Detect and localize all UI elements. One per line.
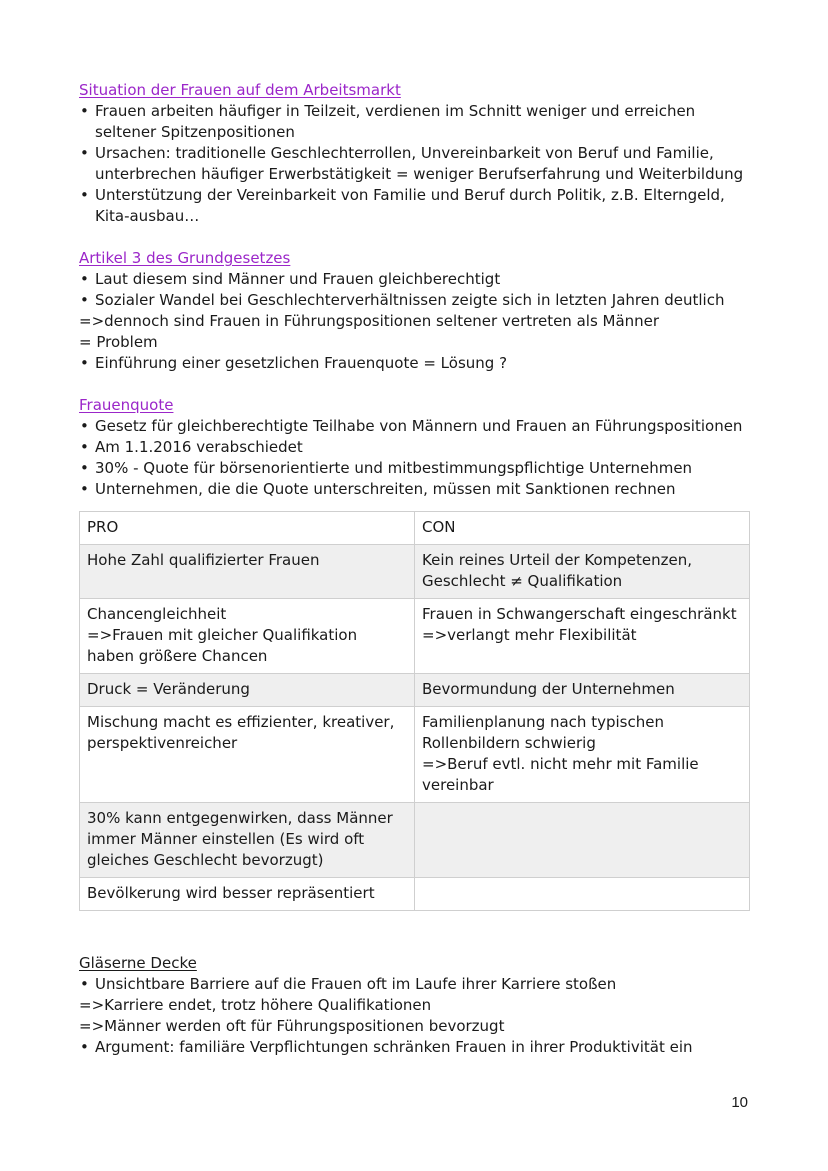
list-item: • Unterstützung der Vereinbarkeit von Familie und Beruf durch Politik, z.B. Elterngeld, Kita-ausbau… <box>79 185 749 227</box>
con-cell: Kein reines Urteil der Kompetenzen, Geschlecht ≠ Qualifikation <box>415 545 750 599</box>
bullet-list-glaeserne-a <box>79 974 749 995</box>
header-pro: PRO <box>80 512 415 545</box>
list-item: • Am 1.1.2016 verabschiedet <box>79 437 749 458</box>
text-line: = Problem <box>79 333 158 351</box>
table-row <box>80 599 750 674</box>
text-line: =>dennoch sind Frauen in Führungspositionen seltener vertreten als Männer <box>79 312 660 330</box>
heading-arbeitsmarkt[interactable]: Situation der Frauen auf dem Arbeitsmarkt <box>79 81 401 99</box>
table-row <box>80 878 750 911</box>
section-glaeserne-decke <box>79 953 749 1058</box>
header-con: CON <box>415 512 750 545</box>
pro-cell: Chancengleichheit =>Frauen mit gleicher Qualifikation haben größere Chancen <box>80 599 415 674</box>
heading-artikel3[interactable]: Artikel 3 des Grundgesetzes <box>79 249 291 267</box>
list-item: • Argument: familiäre Verpflichtungen schränken Frauen in ihrer Produktivität ein <box>79 1037 749 1058</box>
bullet-list-artikel3-a <box>79 269 749 311</box>
con-cell: Frauen in Schwangerschaft eingeschränkt =>verlangt mehr Flexibilität <box>415 599 750 674</box>
list-item: • Frauen arbeiten häufiger in Teilzeit, verdienen im Schnitt weniger und erreichen seltener Spitzenpositionen <box>79 101 749 143</box>
list-item: • Einführung einer gesetzlichen Frauenquote = Lösung ? <box>79 353 749 374</box>
heading-glaeserne-decke: Gläserne Decke <box>79 954 197 972</box>
bullet-list-artikel3-b <box>79 353 749 374</box>
con-cell <box>415 878 750 911</box>
list-item: • Gesetz für gleichberechtigte Teilhabe von Männern und Frauen an Führungspositionen <box>79 416 749 437</box>
pro-cell: 30% kann entgegenwirken, dass Männer immer Männer einstellen (Es wird oft gleiches Geschlecht bevorzugt) <box>80 803 415 878</box>
pro-cell: Mischung macht es effizienter, kreativer, perspektivenreicher <box>80 707 415 803</box>
con-cell: Bevormundung der Unternehmen <box>415 674 750 707</box>
table-row <box>80 803 750 878</box>
list-item: • 30% - Quote für börsenorientierte und mitbestimmungspflichtige Unternehmen <box>79 458 749 479</box>
bullet-list-glaeserne-b <box>79 1037 749 1058</box>
page-number: 10 <box>731 1094 748 1111</box>
bullet-list-frauenquote <box>79 416 749 500</box>
document-page <box>79 80 749 1058</box>
list-item: • Ursachen: traditionelle Geschlechterrollen, Unvereinbarkeit von Beruf und Familie, unterbrechen häufiger Erwerbstätigkeit = weniger Berufserfahrung und Weiterbildung <box>79 143 749 185</box>
list-item: • Sozialer Wandel bei Geschlechterverhältnissen zeigte sich in letzten Jahren deutlich <box>79 290 749 311</box>
pro-con-table <box>79 511 750 911</box>
list-item: • Unternehmen, die die Quote unterschreiten, müssen mit Sanktionen rechnen <box>79 479 749 500</box>
table-row <box>80 674 750 707</box>
table-row <box>80 545 750 599</box>
table-row <box>80 707 750 803</box>
section-arbeitsmarkt <box>79 80 749 227</box>
text-line: =>Karriere endet, trotz höhere Qualifikationen <box>79 996 432 1014</box>
section-frauenquote <box>79 395 749 500</box>
con-cell <box>415 803 750 878</box>
bullet-list-arbeitsmarkt <box>79 101 749 227</box>
section-artikel3 <box>79 248 749 374</box>
pro-cell: Hohe Zahl qualifizierter Frauen <box>80 545 415 599</box>
list-item: • Laut diesem sind Männer und Frauen gleichberechtigt <box>79 269 749 290</box>
list-item: • Unsichtbare Barriere auf die Frauen oft im Laufe ihrer Karriere stoßen <box>79 974 749 995</box>
pro-cell: Bevölkerung wird besser repräsentiert <box>80 878 415 911</box>
text-line: =>Männer werden oft für Führungspositionen bevorzugt <box>79 1017 505 1035</box>
con-cell: Familienplanung nach typischen Rollenbildern schwierig =>Beruf evtl. nicht mehr mit Familie vereinbar <box>415 707 750 803</box>
table-header-row <box>80 512 750 545</box>
pro-cell: Druck = Veränderung <box>80 674 415 707</box>
heading-frauenquote[interactable]: Frauenquote <box>79 396 174 414</box>
